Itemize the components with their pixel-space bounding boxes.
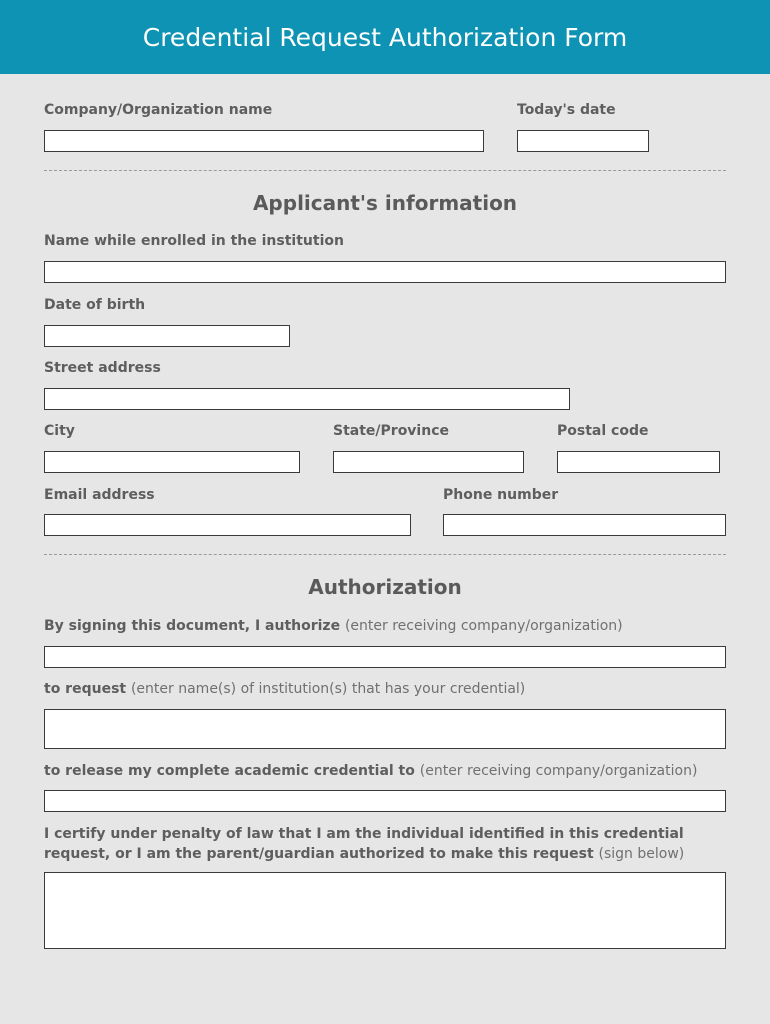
release-company-input[interactable] bbox=[44, 790, 726, 812]
todays-date-label: Today's date bbox=[517, 102, 616, 118]
street-label: Street address bbox=[44, 360, 161, 376]
authorize-label bbox=[44, 618, 623, 634]
postal-input[interactable] bbox=[557, 451, 720, 473]
divider bbox=[44, 170, 726, 171]
form-header bbox=[0, 0, 770, 74]
enrolled-name-input[interactable] bbox=[44, 261, 726, 283]
release-label bbox=[44, 763, 697, 779]
divider bbox=[44, 554, 726, 555]
authorize-label-hint: (enter receiving company/organization) bbox=[344, 618, 623, 634]
dob-input[interactable] bbox=[44, 325, 290, 347]
dob-label: Date of birth bbox=[44, 297, 146, 313]
city-input[interactable] bbox=[44, 451, 300, 473]
certify-line-2: request, or I am the parent/guardian authorized to make this request bbox=[44, 846, 594, 862]
signature-box[interactable] bbox=[44, 872, 726, 949]
authorize-company-input[interactable] bbox=[44, 646, 726, 668]
company-input[interactable] bbox=[44, 130, 484, 152]
phone-label: Phone number bbox=[443, 487, 559, 503]
certify-hint: (sign below) bbox=[598, 846, 685, 862]
request-label-hint: (enter name(s) of institution(s) that has your credential) bbox=[130, 681, 526, 697]
postal-label: Postal code bbox=[557, 423, 649, 439]
street-input[interactable] bbox=[44, 388, 570, 410]
email-input[interactable] bbox=[44, 514, 411, 536]
request-label-bold: to request bbox=[44, 681, 127, 697]
city-label: City bbox=[44, 423, 75, 439]
authorization-section-title: Authorization bbox=[308, 575, 462, 599]
certify-label bbox=[44, 824, 734, 864]
institutions-input[interactable] bbox=[44, 709, 726, 749]
phone-input[interactable] bbox=[443, 514, 726, 536]
form-title: Credential Request Authorization Form bbox=[142, 22, 628, 52]
request-label bbox=[44, 681, 525, 697]
state-label: State/Province bbox=[333, 423, 449, 439]
certify-line-1: I certify under penalty of law that I am the individual identified in this credential bbox=[44, 826, 684, 842]
release-label-hint: (enter receiving company/organization) bbox=[419, 763, 698, 779]
enrolled-name-label: Name while enrolled in the institution bbox=[44, 233, 344, 249]
company-label: Company/Organization name bbox=[44, 102, 273, 118]
release-label-bold: to release my complete academic credential to bbox=[44, 763, 415, 779]
email-label: Email address bbox=[44, 487, 155, 503]
applicant-section-title: Applicant's information bbox=[252, 191, 518, 215]
todays-date-input[interactable] bbox=[517, 130, 649, 152]
authorize-label-bold: By signing this document, I authorize bbox=[44, 618, 341, 634]
state-input[interactable] bbox=[333, 451, 524, 473]
